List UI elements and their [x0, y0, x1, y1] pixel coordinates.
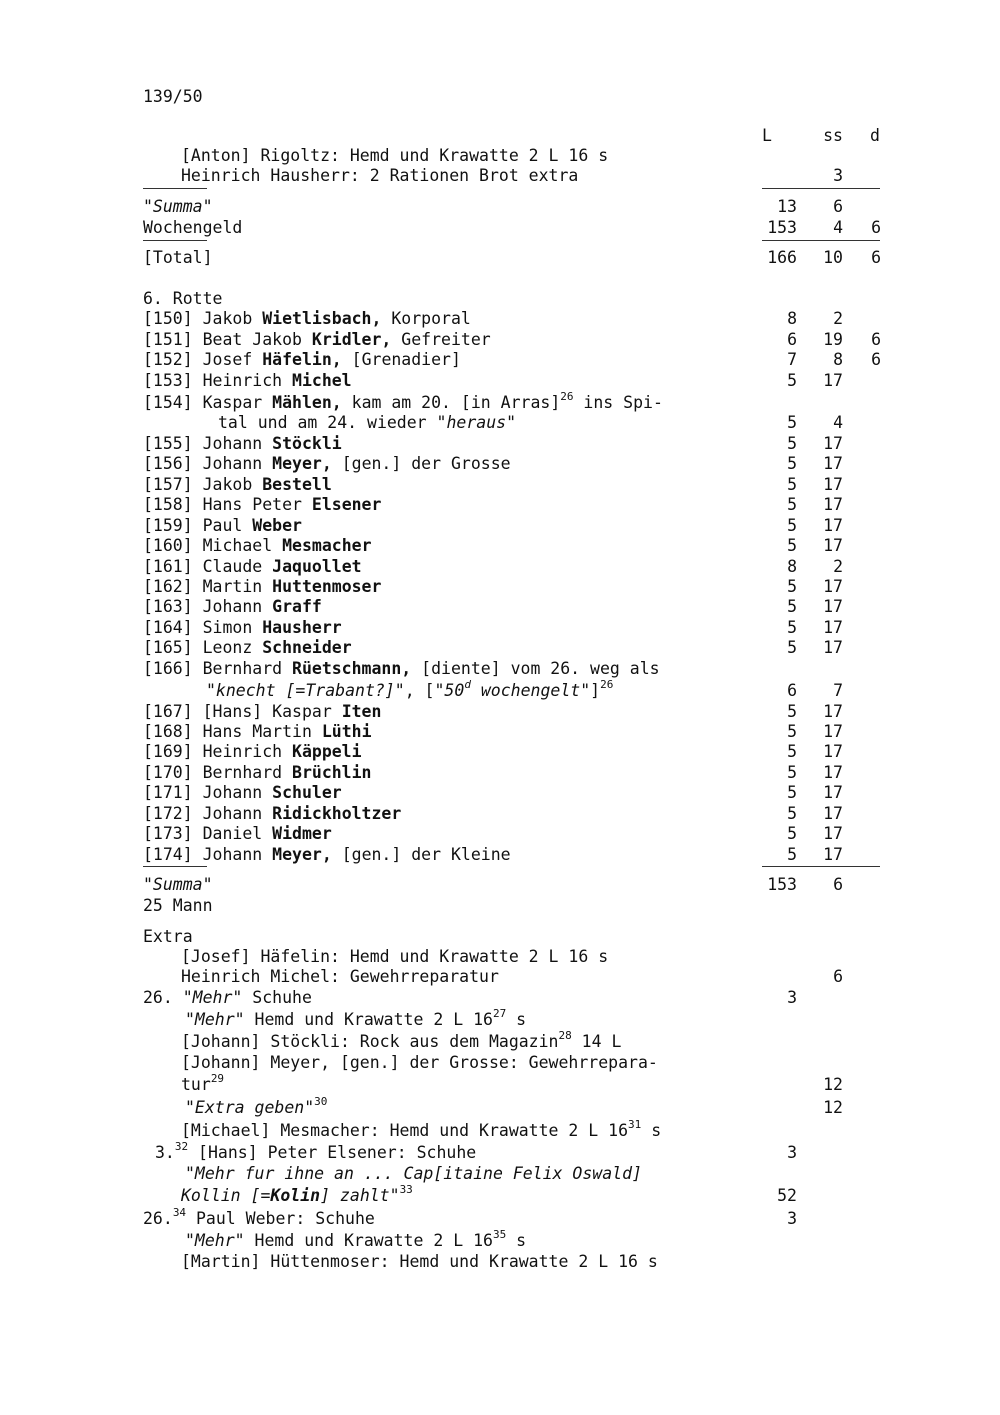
page-number: 139/50 — [143, 87, 203, 106]
mann-count: 25 Mann — [143, 896, 213, 915]
table-row: [159] Paul Weber 5 17 — [143, 516, 843, 535]
extra-entry: 3.32 [Hans] Peter Elsener: Schuhe 3 — [155, 1139, 797, 1162]
extra-entry: "Mehr" Hemd und Krawatte 2 L $16^{35}$ s — [185, 1227, 527, 1250]
extra-entry: [Michael] Mesmacher: Hemd und Krawatte 2 L $16^{31}$ s — [181, 1117, 662, 1140]
extra-entry: Heinrich Michel: Gewehrreparatur 6 — [181, 967, 843, 986]
table-row: [155] Johann Stöckli 5 17 — [143, 434, 843, 453]
table-row: [171] Johann Schuler 5 17 — [143, 783, 843, 802]
summa-row: "Summa" 153 6 — [143, 875, 843, 894]
table-row: [164] Simon Hausherr 5 17 — [143, 618, 843, 637]
table-row: [174] Johann Meyer, [gen.] der Kleine 5 17 — [143, 845, 843, 864]
col-header-d: d — [870, 126, 880, 145]
extra-entry: "Mehr fur ihne an ... Cap[itaine Felix Oswald] — [185, 1164, 642, 1183]
extra-entry: [Martin] Hüttenmoser: Hemd und Krawatte 2 L 16 s — [181, 1252, 658, 1271]
extra-entry: 26.34 Paul Weber: Schuhe 3 — [143, 1205, 797, 1228]
table-row: [162] Martin Huttenmoser 5 17 — [143, 577, 843, 596]
table-row: [150] Jakob Wietlisbach, Korporal 8 2 — [143, 309, 843, 328]
divider — [143, 188, 207, 189]
wochengeld-row: Wochengeld 153 4 6 — [143, 218, 881, 237]
table-row-continuation: "knecht [=Trabant?]", ["50$^d$ wochengelt"]$^{26}$ 6 7 — [206, 677, 843, 700]
table-row: [165] Leonz Schneider 5 17 — [143, 638, 843, 657]
extra-entry: 26. "Mehr" Schuhe 3 — [143, 988, 797, 1007]
table-row: [161] Claude Jaquollet 8 2 — [143, 557, 843, 576]
divider — [762, 866, 880, 867]
summa-row: "Summa" 13 6 — [143, 197, 843, 216]
col-header-ss: ss — [823, 126, 843, 145]
table-row-continuation: tal und am 24. wieder "heraus" 5 4 — [218, 413, 843, 432]
section-heading: 6. Rotte — [143, 289, 223, 308]
table-row: [168] Hans Martin Lüthi 5 17 — [143, 722, 843, 741]
divider — [143, 240, 207, 241]
table-row: [156] Johann Meyer, [gen.] der Grosse 5 17 — [143, 454, 843, 473]
extra-entry: [Johann] Meyer, [gen.] der Grosse: Gewehrrepara- — [181, 1053, 658, 1072]
table-row: [151] Beat Jakob Kridler, Gefreiter 6 19 6 — [143, 330, 881, 349]
table-row: [153] Heinrich Michel 5 17 — [143, 371, 843, 390]
table-row: [166] Bernhard Rüetschmann, [diente] vom 26. weg als — [143, 659, 660, 678]
col-header-l: L — [762, 126, 772, 145]
table-row: [160] Michael Mesmacher 5 17 — [143, 536, 843, 555]
table-row: [173] Daniel Widmer 5 17 — [143, 824, 843, 843]
table-row: [163] Johann Graff 5 17 — [143, 597, 843, 616]
extra-entry-continuation: tur$^{29}$ 12 — [181, 1071, 843, 1094]
table-row: [154] Kaspar Mählen, kam am 20. [in Arras]$^{26}$ ins Spi- — [143, 389, 663, 412]
extra-entry: "Mehr" Hemd und Krawatte 2 L $16^{27}$ s — [185, 1006, 527, 1029]
column-header-row — [0, 125, 1000, 147]
table-row: [158] Hans Peter Elsener 5 17 — [143, 495, 843, 514]
table-row: [169] Heinrich Käppeli 5 17 — [143, 742, 843, 761]
extra-entry: "Extra geben"$^{30}$ 12 — [185, 1094, 843, 1117]
section-heading: Extra — [143, 927, 193, 946]
table-row: [152] Josef Häfelin, [Grenadier] 7 8 6 — [143, 350, 881, 369]
divider — [762, 188, 880, 189]
entry-line: [Anton] Rigoltz: Hemd und Krawatte 2 L 16 s — [181, 146, 609, 165]
divider — [143, 866, 207, 867]
table-row: [170] Bernhard Brüchlin 5 17 — [143, 763, 843, 782]
extra-entry-continuation: Kollin [=Kolin] zahlt"$^{33}$ 52 — [181, 1182, 797, 1205]
entry-line: Heinrich Hausherr: 2 Rationen Brot extra 3 — [181, 166, 843, 185]
total-row: [Total] 166 10 6 — [143, 248, 881, 267]
extra-entry: [Josef] Häfelin: Hemd und Krawatte 2 L 16 s — [181, 947, 609, 966]
table-row: [167] [Hans] Kaspar Iten 5 17 — [143, 702, 843, 721]
divider — [762, 240, 880, 241]
extra-entry: [Johann] Stöckli: Rock aus dem Magazin$^{28}$ 14 L — [181, 1028, 622, 1051]
table-row: [172] Johann Ridickholtzer 5 17 — [143, 804, 843, 823]
table-row: [157] Jakob Bestell 5 17 — [143, 475, 843, 494]
